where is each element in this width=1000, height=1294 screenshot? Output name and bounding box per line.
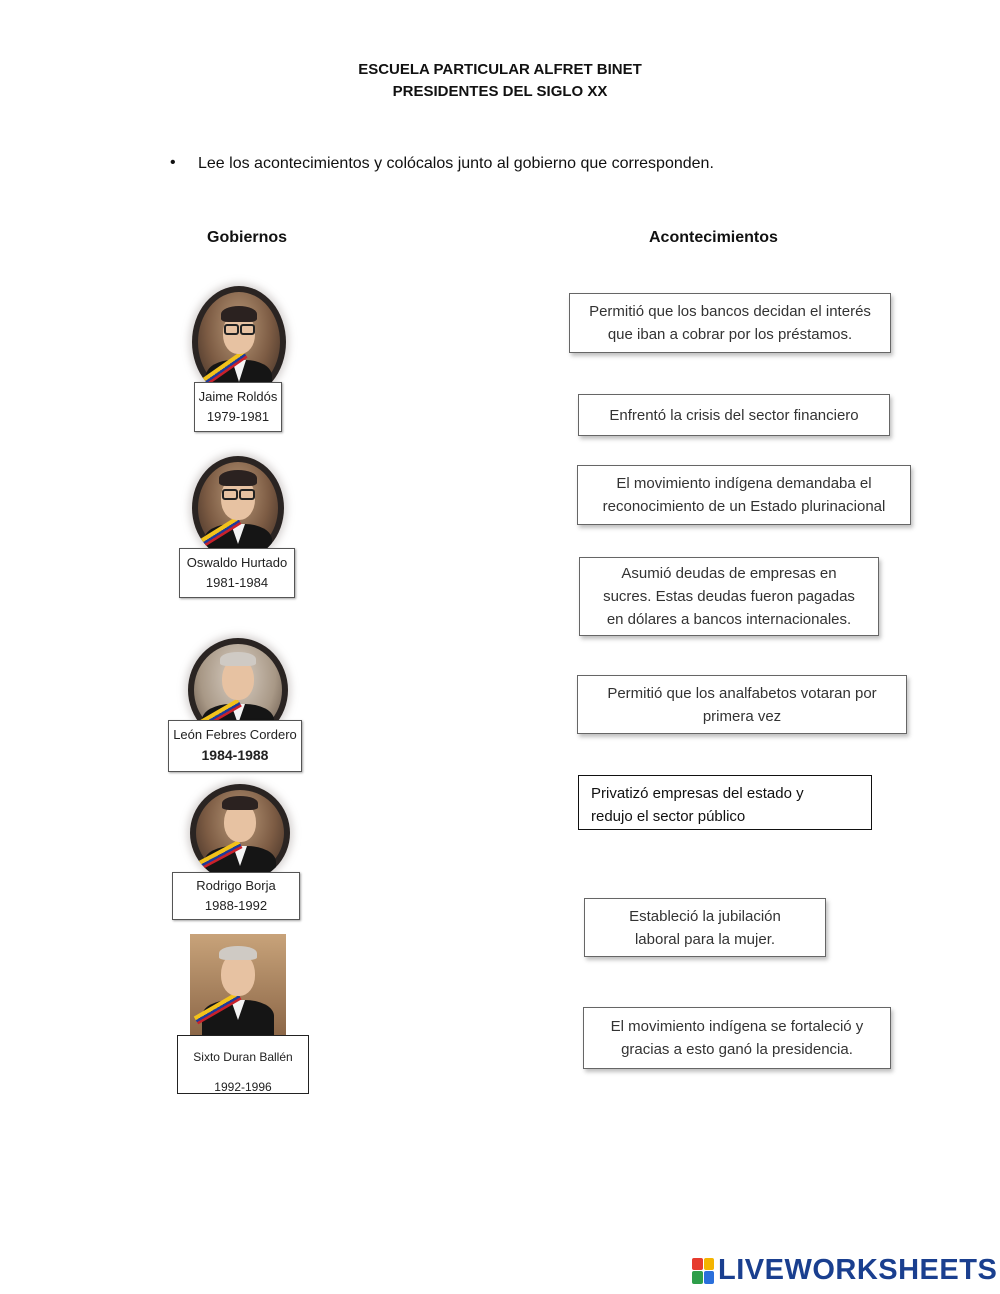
event-text: Asumió deudas de empresas en — [621, 565, 837, 582]
column-header-acontecimientos: Acontecimientos — [649, 229, 778, 246]
event-card[interactable] — [577, 675, 907, 734]
government-label — [168, 720, 302, 772]
government-label — [194, 382, 282, 432]
liveworksheets-logo — [692, 1254, 997, 1287]
president-name: Sixto Duran Ballén — [193, 1050, 293, 1064]
government-card — [188, 286, 298, 436]
event-text: Estableció la jubilación — [629, 907, 781, 925]
government-label — [177, 1035, 309, 1094]
president-name: Oswaldo Hurtado — [186, 555, 288, 570]
event-text: Permitió que los bancos decidan el interés — [589, 303, 871, 320]
government-label — [172, 872, 300, 920]
event-text: reconocimiento de un Estado plurinacional — [602, 498, 886, 515]
government-years: 1992-1996 — [214, 1080, 272, 1094]
liveworksheets-logo-icon — [692, 1258, 714, 1284]
government-years: 1984-1988 — [201, 747, 269, 763]
event-text: Privatizó empresas del estado y — [591, 785, 804, 802]
government-card — [170, 782, 305, 922]
portrait-oswaldo-hurtado — [192, 456, 284, 560]
instruction-text: Lee los acontecimientos y colócalos junto al gobierno que corresponden. — [198, 155, 714, 172]
president-name: León Febres Cordero — [173, 727, 297, 742]
government-years: 1979-1981 — [206, 409, 270, 424]
government-card — [178, 452, 298, 602]
event-card[interactable] — [583, 1007, 891, 1069]
event-text: sucres. Estas deudas fueron pagadas — [603, 588, 855, 605]
event-card[interactable] — [578, 394, 890, 436]
event-card[interactable] — [578, 775, 872, 830]
liveworksheets-logo-text: LIVEWORKSHEETS — [718, 1254, 998, 1286]
bullet-icon: • — [170, 154, 176, 171]
government-years: 1981-1984 — [205, 575, 269, 590]
event-text: gracias a esto ganó la presidencia. — [621, 1041, 853, 1058]
event-card[interactable] — [569, 293, 891, 353]
event-text: primera vez — [702, 707, 782, 725]
government-years: 1988-1992 — [204, 898, 268, 913]
portrait-sixto-duran-ballen — [190, 934, 286, 1038]
worksheet-subtitle: PRESIDENTES DEL SIGLO XX — [392, 83, 608, 100]
portrait-rodrigo-borja — [190, 784, 290, 882]
column-header-gobiernos: Gobiernos — [207, 229, 288, 246]
president-name: Jaime Roldós — [198, 389, 278, 404]
event-text: Enfrentó la crisis del sector financiero — [609, 406, 859, 424]
event-card[interactable] — [584, 898, 826, 957]
government-card — [166, 626, 306, 776]
president-name: Rodrigo Borja — [196, 878, 276, 893]
school-title: ESCUELA PARTICULAR ALFRET BINET — [358, 61, 642, 78]
event-text: El movimiento indígena demandaba el — [616, 475, 872, 492]
event-text: redujo el sector público — [591, 808, 746, 825]
event-text: en dólares a bancos internacionales. — [606, 611, 852, 628]
event-text: que iban a cobrar por los préstamos. — [607, 326, 853, 343]
event-card[interactable] — [577, 465, 911, 525]
government-card — [176, 930, 312, 1098]
event-card[interactable] — [579, 557, 879, 636]
event-text: Permitió que los analfabetos votaran por — [607, 684, 877, 702]
event-text: El movimiento indígena se fortaleció y — [610, 1018, 864, 1035]
government-label — [179, 548, 295, 598]
event-text: laboral para la mujer. — [634, 930, 776, 948]
